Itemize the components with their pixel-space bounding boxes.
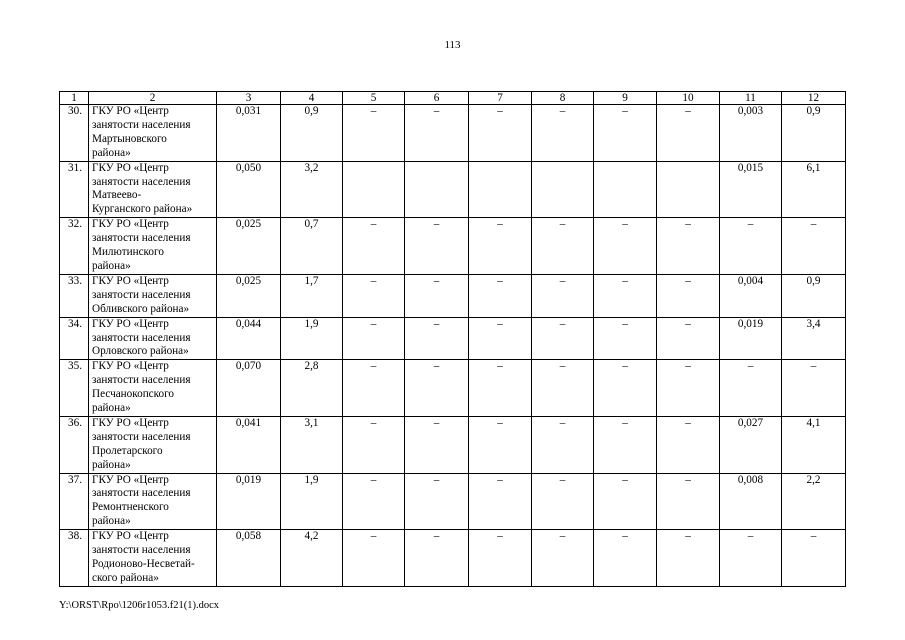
cell-col-4: 4,2 (281, 530, 343, 587)
cell-col-9: – (594, 105, 657, 162)
cell-col-11: 0,008 (720, 473, 782, 530)
cell-col-3: 0,025 (217, 274, 281, 317)
organization-name (89, 317, 217, 360)
cell-col-7: – (469, 530, 532, 587)
organization-name-line: ского района» (92, 571, 159, 584)
table-row (60, 317, 846, 360)
cell-col-9 (594, 161, 657, 218)
cell-col-8: – (532, 218, 594, 275)
cell-col-4: 1,9 (281, 473, 343, 530)
cell-col-8: – (532, 274, 594, 317)
column-header-12: 12 (782, 92, 846, 105)
cell-col-10: – (657, 274, 720, 317)
row-number: 33. (60, 274, 89, 317)
cell-col-3: 0,058 (217, 530, 281, 587)
organization-name-line: района» (92, 402, 131, 415)
cell-col-12: 0,9 (782, 105, 846, 162)
row-number: 37. (60, 473, 89, 530)
organization-name-line: ГКУ РО «Центр (92, 161, 169, 174)
cell-col-5: – (343, 218, 405, 275)
organization-name-line: ГКУ РО «Центр (92, 274, 169, 287)
cell-col-11: 0,003 (720, 105, 782, 162)
cell-col-12: 4,1 (782, 416, 846, 473)
cell-col-4: 3,1 (281, 416, 343, 473)
organization-name (89, 360, 217, 417)
cell-col-8: – (532, 317, 594, 360)
cell-col-10: – (657, 317, 720, 360)
cell-col-9: – (594, 274, 657, 317)
organization-name-line: занятости населения (92, 232, 191, 245)
cell-col-6: – (405, 317, 469, 360)
cell-col-5: – (343, 473, 405, 530)
row-number: 30. (60, 105, 89, 162)
organization-name-line: Курганского района» (92, 203, 193, 216)
table-row (60, 161, 846, 218)
table-row (60, 530, 846, 587)
cell-col-7: – (469, 105, 532, 162)
cell-col-5: – (343, 274, 405, 317)
cell-col-4: 0,9 (281, 105, 343, 162)
cell-col-5: – (343, 530, 405, 587)
cell-col-4: 0,7 (281, 218, 343, 275)
cell-col-5: – (343, 360, 405, 417)
page-number: 113 (444, 39, 461, 51)
cell-col-3: 0,041 (217, 416, 281, 473)
organization-name (89, 161, 217, 218)
cell-col-8: – (532, 416, 594, 473)
column-header-11: 11 (720, 92, 782, 105)
cell-col-6: – (405, 360, 469, 417)
cell-col-8: – (532, 105, 594, 162)
row-number: 34. (60, 317, 89, 360)
column-header-5: 5 (343, 92, 405, 105)
cell-col-6: – (405, 274, 469, 317)
organization-name-line: Обливского района» (92, 302, 190, 315)
column-header-10: 10 (657, 92, 720, 105)
organization-name-line: занятости населения (92, 175, 191, 188)
table-row (60, 105, 846, 162)
organization-name-line: ГКУ РО «Центр (92, 105, 169, 117)
row-number: 31. (60, 161, 89, 218)
row-number: 35. (60, 360, 89, 417)
cell-col-6: – (405, 416, 469, 473)
organization-name-line: Песчанокопского (92, 388, 175, 401)
column-header-6: 6 (405, 92, 469, 105)
table-row (60, 360, 846, 417)
row-number: 32. (60, 218, 89, 275)
organization-name-line: занятости населения (92, 118, 191, 131)
cell-col-8: – (532, 360, 594, 417)
organization-name-line: Мартыновского (92, 132, 167, 145)
cell-col-5 (343, 161, 405, 218)
data-table (59, 91, 846, 587)
cell-col-7 (469, 161, 532, 218)
table-row (60, 416, 846, 473)
organization-name-line: Милютинского (92, 246, 164, 259)
cell-col-9: – (594, 473, 657, 530)
cell-col-8 (532, 161, 594, 218)
organization-name (89, 105, 217, 162)
cell-col-7: – (469, 317, 532, 360)
cell-col-11: – (720, 530, 782, 587)
cell-col-3: 0,044 (217, 317, 281, 360)
cell-col-11: – (720, 218, 782, 275)
cell-col-10: – (657, 360, 720, 417)
table-header-row (60, 92, 846, 105)
table-body (60, 92, 846, 587)
footer-file-path: Y:\ORST\Rpo\1206r1053.f21(1).docx (59, 600, 220, 611)
cell-col-11: 0,015 (720, 161, 782, 218)
organization-name-line: ГКУ РО «Центр (92, 317, 169, 330)
cell-col-11: – (720, 360, 782, 417)
cell-col-8: – (532, 530, 594, 587)
organization-name-line: Матвеево- (92, 189, 142, 202)
cell-col-7: – (469, 218, 532, 275)
cell-col-10: – (657, 105, 720, 162)
cell-col-4: 2,8 (281, 360, 343, 417)
cell-col-9: – (594, 218, 657, 275)
row-number: 38. (60, 530, 89, 587)
cell-col-3: 0,025 (217, 218, 281, 275)
cell-col-12: 6,1 (782, 161, 846, 218)
column-header-9: 9 (594, 92, 657, 105)
cell-col-4: 1,9 (281, 317, 343, 360)
cell-col-10: – (657, 530, 720, 587)
table-row (60, 218, 846, 275)
cell-col-9: – (594, 530, 657, 587)
organization-name-line: занятости населения (92, 487, 191, 500)
cell-col-10: – (657, 218, 720, 275)
cell-col-12: 0,9 (782, 274, 846, 317)
cell-col-4: 1,7 (281, 274, 343, 317)
organization-name-line: ГКУ РО «Центр (92, 360, 169, 373)
organization-name (89, 530, 217, 587)
cell-col-6: – (405, 530, 469, 587)
cell-col-10: – (657, 416, 720, 473)
cell-col-7: – (469, 473, 532, 530)
column-header-3: 3 (217, 92, 281, 105)
cell-col-4: 3,2 (281, 161, 343, 218)
organization-name-line: Родионово-Несветай- (92, 558, 195, 570)
cell-col-11: 0,019 (720, 317, 782, 360)
organization-name-line: ГКУ РО «Центр (92, 218, 169, 231)
organization-name-line: Пролетарского (92, 444, 163, 457)
cell-col-11: 0,027 (720, 416, 782, 473)
cell-col-7: – (469, 416, 532, 473)
cell-col-7: – (469, 274, 532, 317)
cell-col-12: – (782, 218, 846, 275)
organization-name-line: ГКУ РО «Центр (92, 416, 169, 429)
organization-name-line: ГКУ РО «Центр (92, 473, 169, 486)
table-row (60, 274, 846, 317)
cell-col-6: – (405, 473, 469, 530)
cell-col-12: – (782, 360, 846, 417)
organization-name (89, 218, 217, 275)
organization-name-line: занятости населения (92, 544, 191, 557)
organization-name (89, 473, 217, 530)
cell-col-12: – (782, 530, 846, 587)
organization-name (89, 416, 217, 473)
cell-col-10: – (657, 473, 720, 530)
cell-col-5: – (343, 416, 405, 473)
cell-col-9: – (594, 360, 657, 417)
table-row (60, 473, 846, 530)
organization-name-line: района» (92, 259, 131, 272)
column-header-1: 1 (60, 92, 89, 105)
cell-col-6 (405, 161, 469, 218)
column-header-4: 4 (281, 92, 343, 105)
cell-col-9: – (594, 317, 657, 360)
organization-name-line: Ремонтненского (92, 501, 169, 514)
organization-name-line: занятости населения (92, 374, 191, 387)
column-header-7: 7 (469, 92, 532, 105)
column-header-8: 8 (532, 92, 594, 105)
organization-name-line: Орловского района» (92, 345, 189, 358)
organization-name-line: ГКУ РО «Центр (92, 530, 169, 543)
cell-col-12: 3,4 (782, 317, 846, 360)
cell-col-5: – (343, 105, 405, 162)
cell-col-3: 0,031 (217, 105, 281, 162)
row-number: 36. (60, 416, 89, 473)
organization-name (89, 274, 217, 317)
organization-name-line: района» (92, 458, 131, 471)
organization-name-line: занятости населения (92, 331, 191, 344)
cell-col-9: – (594, 416, 657, 473)
cell-col-3: 0,019 (217, 473, 281, 530)
column-header-2: 2 (89, 92, 217, 105)
organization-name-line: района» (92, 515, 131, 528)
cell-col-3: 0,070 (217, 360, 281, 417)
cell-col-6: – (405, 105, 469, 162)
cell-col-7: – (469, 360, 532, 417)
cell-col-8: – (532, 473, 594, 530)
cell-col-5: – (343, 317, 405, 360)
organization-name-line: района» (92, 146, 131, 159)
organization-name-line: занятости населения (92, 288, 191, 301)
cell-col-10 (657, 161, 720, 218)
cell-col-3: 0,050 (217, 161, 281, 218)
cell-col-11: 0,004 (720, 274, 782, 317)
cell-col-6: – (405, 218, 469, 275)
organization-name-line: занятости населения (92, 430, 191, 443)
cell-col-12: 2,2 (782, 473, 846, 530)
